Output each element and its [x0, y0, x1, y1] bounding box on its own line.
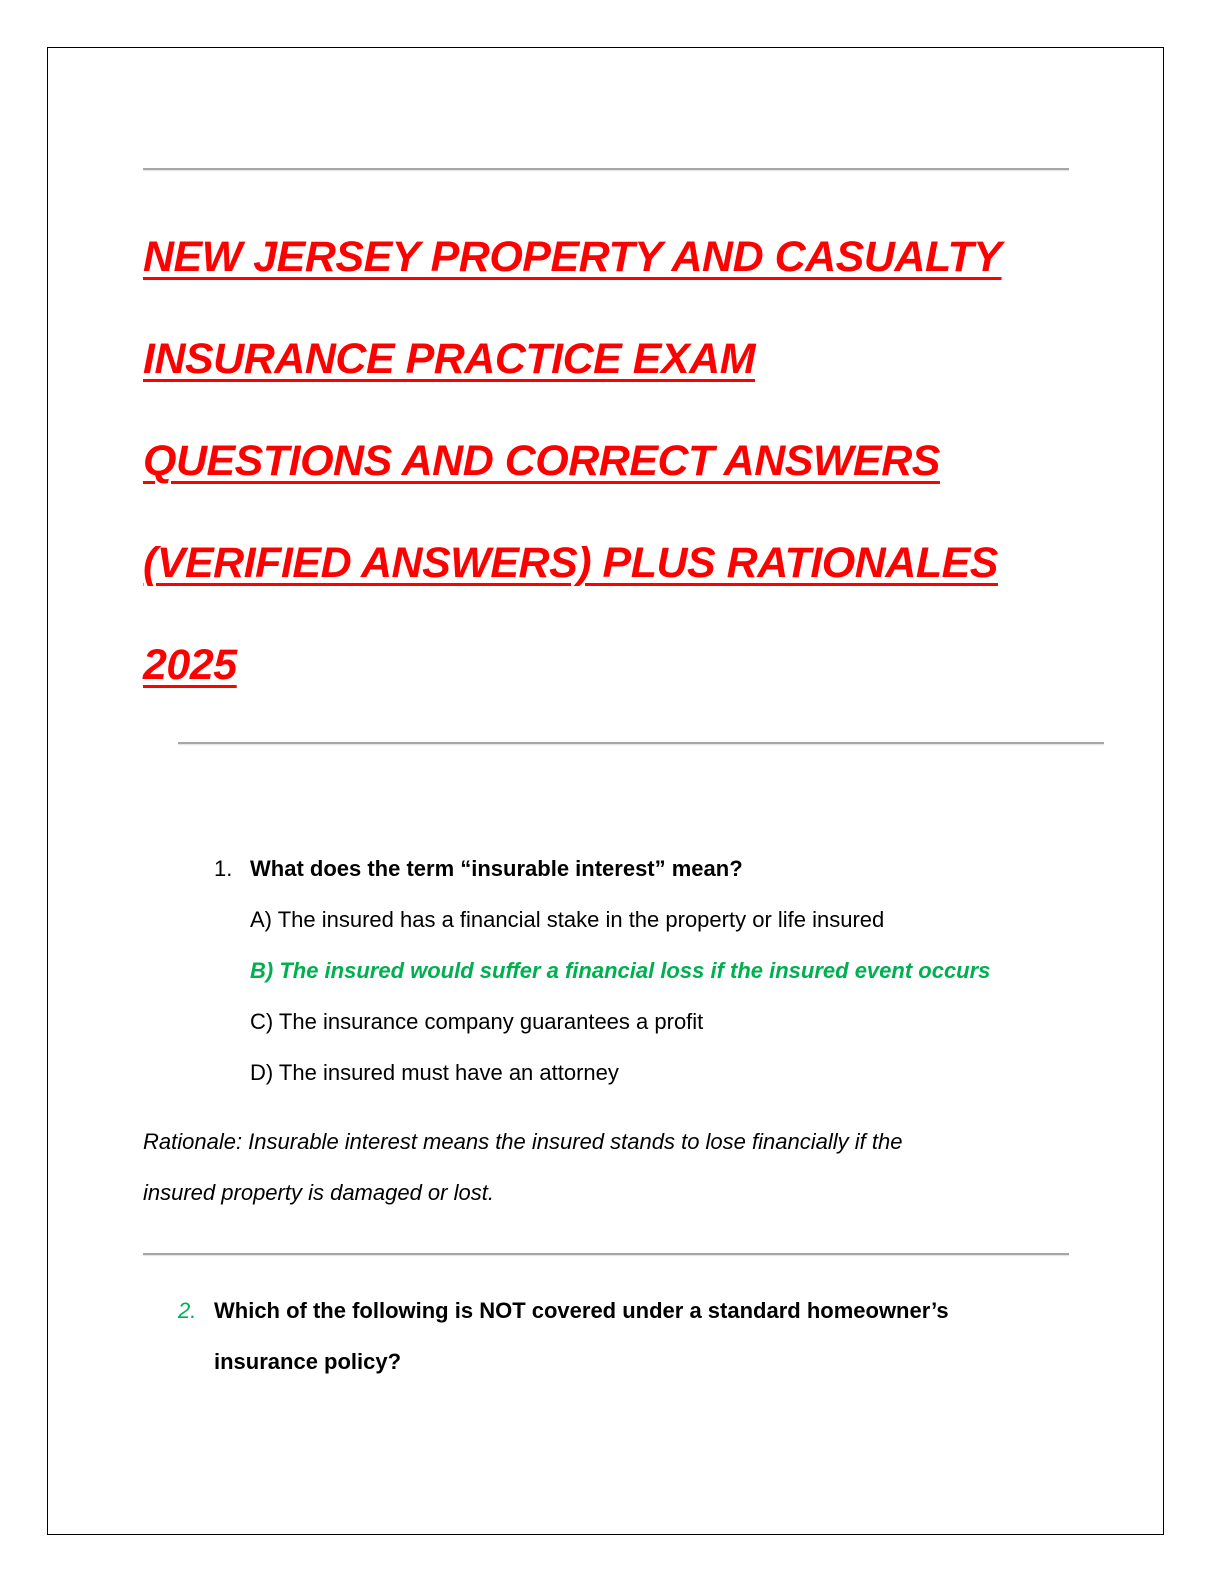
- question-2-text-line-2: insurance policy?: [214, 1349, 402, 1374]
- question-2-text-line-1: Which of the following is NOT covered under a standard homeowner’s: [214, 1298, 949, 1323]
- title-line-5: 2025: [143, 641, 237, 689]
- question-1-number: 1.: [214, 856, 233, 881]
- question-1-option-a: A) The insured has a financial stake in the property or life insured: [250, 907, 885, 932]
- title-line-4: (VERIFIED ANSWERS) PLUS RATIONALES: [143, 539, 998, 587]
- title-line-3: QUESTIONS AND CORRECT ANSWERS: [143, 437, 940, 485]
- question-1-rationale: [143, 1116, 1083, 1218]
- question-2-number: 2.: [178, 1298, 197, 1323]
- title-line-1: NEW JERSEY PROPERTY AND CASUALTY: [143, 233, 1002, 281]
- question-1-option-c: C) The insurance company guarantees a profit: [250, 1009, 704, 1034]
- divider-after-question-1: [143, 1253, 1069, 1255]
- divider-top: [143, 168, 1069, 170]
- document-title: [143, 206, 1103, 716]
- divider-after-title: [178, 742, 1104, 744]
- question-1-option-d: D) The insured must have an attorney: [250, 1060, 619, 1085]
- question-1-text: What does the term “insurable interest” mean?: [250, 856, 743, 881]
- rationale-line-1: Rationale: Insurable interest means the insured stands to lose financially if the: [143, 1129, 903, 1154]
- question-1-option-b-correct: B) The insured would suffer a financial loss if the insured event occurs: [250, 958, 991, 983]
- title-line-2: INSURANCE PRACTICE EXAM: [143, 335, 756, 383]
- rationale-line-2: insured property is damaged or lost.: [143, 1180, 494, 1205]
